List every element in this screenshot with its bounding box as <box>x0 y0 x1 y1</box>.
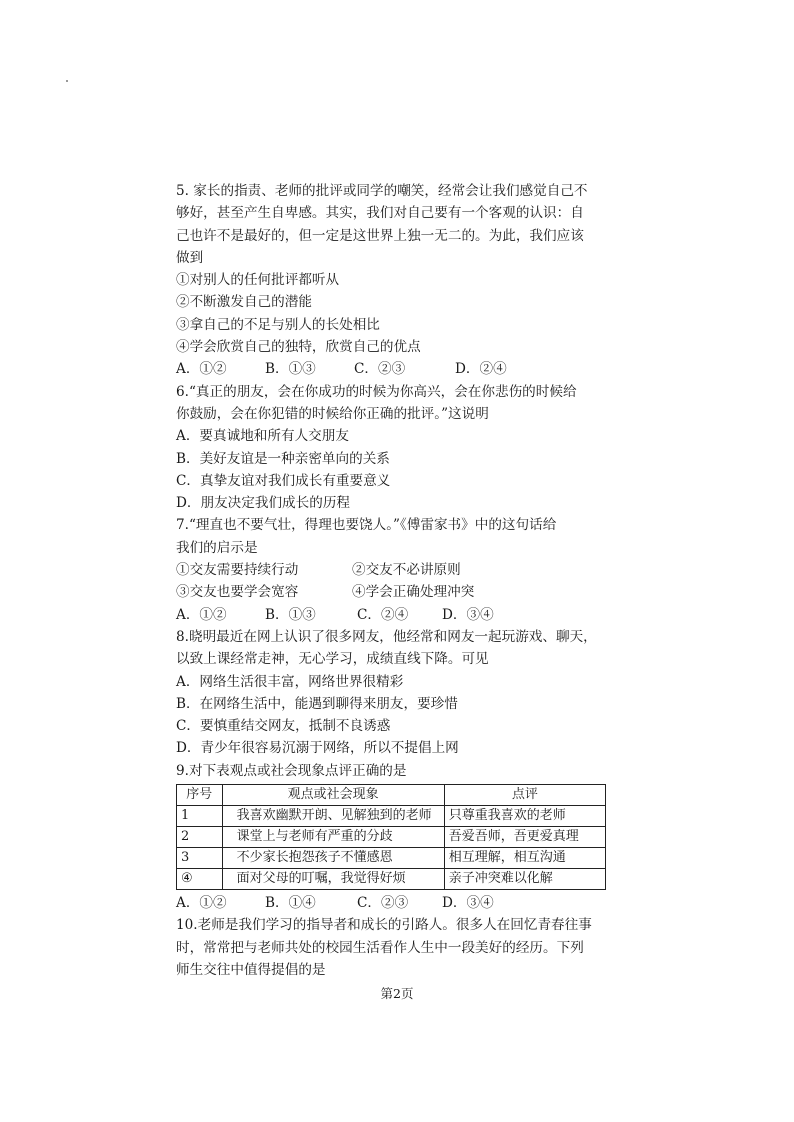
option-a: A．①② <box>176 606 227 623</box>
column-header: 观点或社会现象 <box>222 785 444 806</box>
question-9-table <box>176 784 606 890</box>
option-b: B．①③ <box>265 606 316 623</box>
table-cell: 我喜欢幽默开朗、见解独到的老师 <box>222 806 444 827</box>
question-9 <box>176 760 606 915</box>
question-8 <box>176 626 606 760</box>
question-5-item: ③拿自己的不足与别人的长处相比 <box>176 316 380 333</box>
option-a: A．要真诚地和所有人交朋友 <box>176 428 349 445</box>
table-cell: 只尊重我喜欢的老师 <box>444 806 605 827</box>
page-number: 第2页 <box>380 986 414 1001</box>
table-cell: 2 <box>177 827 223 848</box>
question-7-stem-line: 我们的启示是 <box>176 539 258 556</box>
question-7-items-row <box>176 559 606 581</box>
table-row <box>177 869 606 890</box>
question-5-stem-line: 够好，甚至产生自卑感。其实，我们对自己要有一个客观的认识：自 <box>176 205 584 222</box>
option-a: A．网络生活很丰富，网络世界很精彩 <box>176 673 404 690</box>
option-a: A．①② <box>176 361 227 378</box>
question-6-stem-line: 你鼓励，会在你犯错的时候给你正确的批评。”这说明 <box>176 405 489 422</box>
question-7-item: ①交友需要持续行动 <box>176 562 299 579</box>
option-c: C．②③ <box>354 361 406 378</box>
question-5-options <box>176 358 606 380</box>
question-7-item: ③交友也要学会宽容 <box>176 584 299 601</box>
question-7-stem-line: 7.“理直也不要气壮，得理也要饶人。”《傅雷家书》中的这句话给 <box>176 517 557 534</box>
question-9-stem: 9.对下表观点或社会现象点评正确的是 <box>176 762 407 779</box>
question-8-stem-line: 以致上课经常走神，无心学习，成绩直线下降。可见 <box>176 651 489 668</box>
option-c: C．②③ <box>357 895 409 912</box>
column-header: 序号 <box>177 785 223 806</box>
table-row <box>177 806 606 827</box>
table-cell: 不少家长抱怨孩子不懂感恩 <box>222 848 444 869</box>
table-row <box>177 827 606 848</box>
question-content <box>176 180 606 981</box>
question-6 <box>176 381 606 515</box>
question-7-options <box>176 604 606 626</box>
option-b: B．①④ <box>265 895 316 912</box>
option-a: A．①② <box>176 895 227 912</box>
table-cell: 课堂上与老师有严重的分歧 <box>222 827 444 848</box>
table-row <box>177 848 606 869</box>
table-cell: 吾爱吾师，吾更爱真理 <box>444 827 605 848</box>
question-5-item: ②不断激发自己的潜能 <box>176 294 312 311</box>
option-d: D．③④ <box>442 606 494 623</box>
option-d: D．③④ <box>442 895 494 912</box>
question-10 <box>176 914 606 981</box>
option-b: B．①③ <box>265 361 316 378</box>
question-5-item: ①对别人的任何批评都听从 <box>176 272 340 289</box>
question-5 <box>176 180 606 381</box>
table-cell: 1 <box>177 806 223 827</box>
option-c: C．要慎重结交网友，抵制不良诱惑 <box>176 718 391 735</box>
table-cell: 亲子冲突难以化解 <box>444 869 605 890</box>
question-8-stem-line: 8.晓明最近在网上认识了很多网友，他经常和网友一起玩游戏、聊天， <box>176 628 597 645</box>
option-d: D．青少年很容易沉溺于网络，所以不提倡上网 <box>176 740 459 757</box>
table-header-row <box>177 785 606 806</box>
question-5-stem-line: 5. 家长的指责、老师的批评或同学的嘲笑，经常会让我们感觉自己不 <box>176 183 588 199</box>
option-d: D．朋友决定我们成长的历程 <box>176 495 351 512</box>
question-10-stem-line: 时，常常把与老师共处的校园生活看作人生中一段美好的经历。下列 <box>176 939 584 956</box>
option-c: C．真挚友谊对我们成长有重要意义 <box>176 472 391 489</box>
question-6-stem-line: 6.“真正的朋友，会在你成功的时候为你高兴，会在你悲伤的时候给 <box>176 383 577 400</box>
option-c: C．②④ <box>357 606 409 623</box>
scan-speck <box>66 80 68 82</box>
question-10-stem-line: 师生交往中值得提倡的是 <box>176 961 326 978</box>
question-10-stem-line: 10.老师是我们学习的指导者和成长的引路人。很多人在回忆青春往事 <box>176 917 592 934</box>
question-7-item: ④学会正确处理冲突 <box>352 584 475 601</box>
column-header: 点评 <box>444 785 605 806</box>
question-9-options <box>176 892 606 914</box>
option-b: B．在网络生活中，能遇到聊得来朋友，要珍惜 <box>176 695 458 712</box>
question-7 <box>176 514 606 625</box>
table-cell: 相互理解，相互沟通 <box>444 848 605 869</box>
question-5-item: ④学会欣赏自己的独特，欣赏自己的优点 <box>176 339 421 356</box>
table-cell: 3 <box>177 848 223 869</box>
option-d: D．②④ <box>455 361 507 378</box>
option-b: B．美好友谊是一种亲密单向的关系 <box>176 450 390 467</box>
table-cell: 面对父母的叮嘱，我觉得好烦 <box>222 869 444 890</box>
question-5-stem-line: 做到 <box>176 249 204 266</box>
question-5-stem-line: 己也许不是最好的，但一定是这世界上独一无二的。为此，我们应该 <box>176 227 584 244</box>
question-7-items-row <box>176 581 606 603</box>
table-cell: ④ <box>177 869 223 890</box>
question-7-item: ②交友不必讲原则 <box>352 562 461 579</box>
